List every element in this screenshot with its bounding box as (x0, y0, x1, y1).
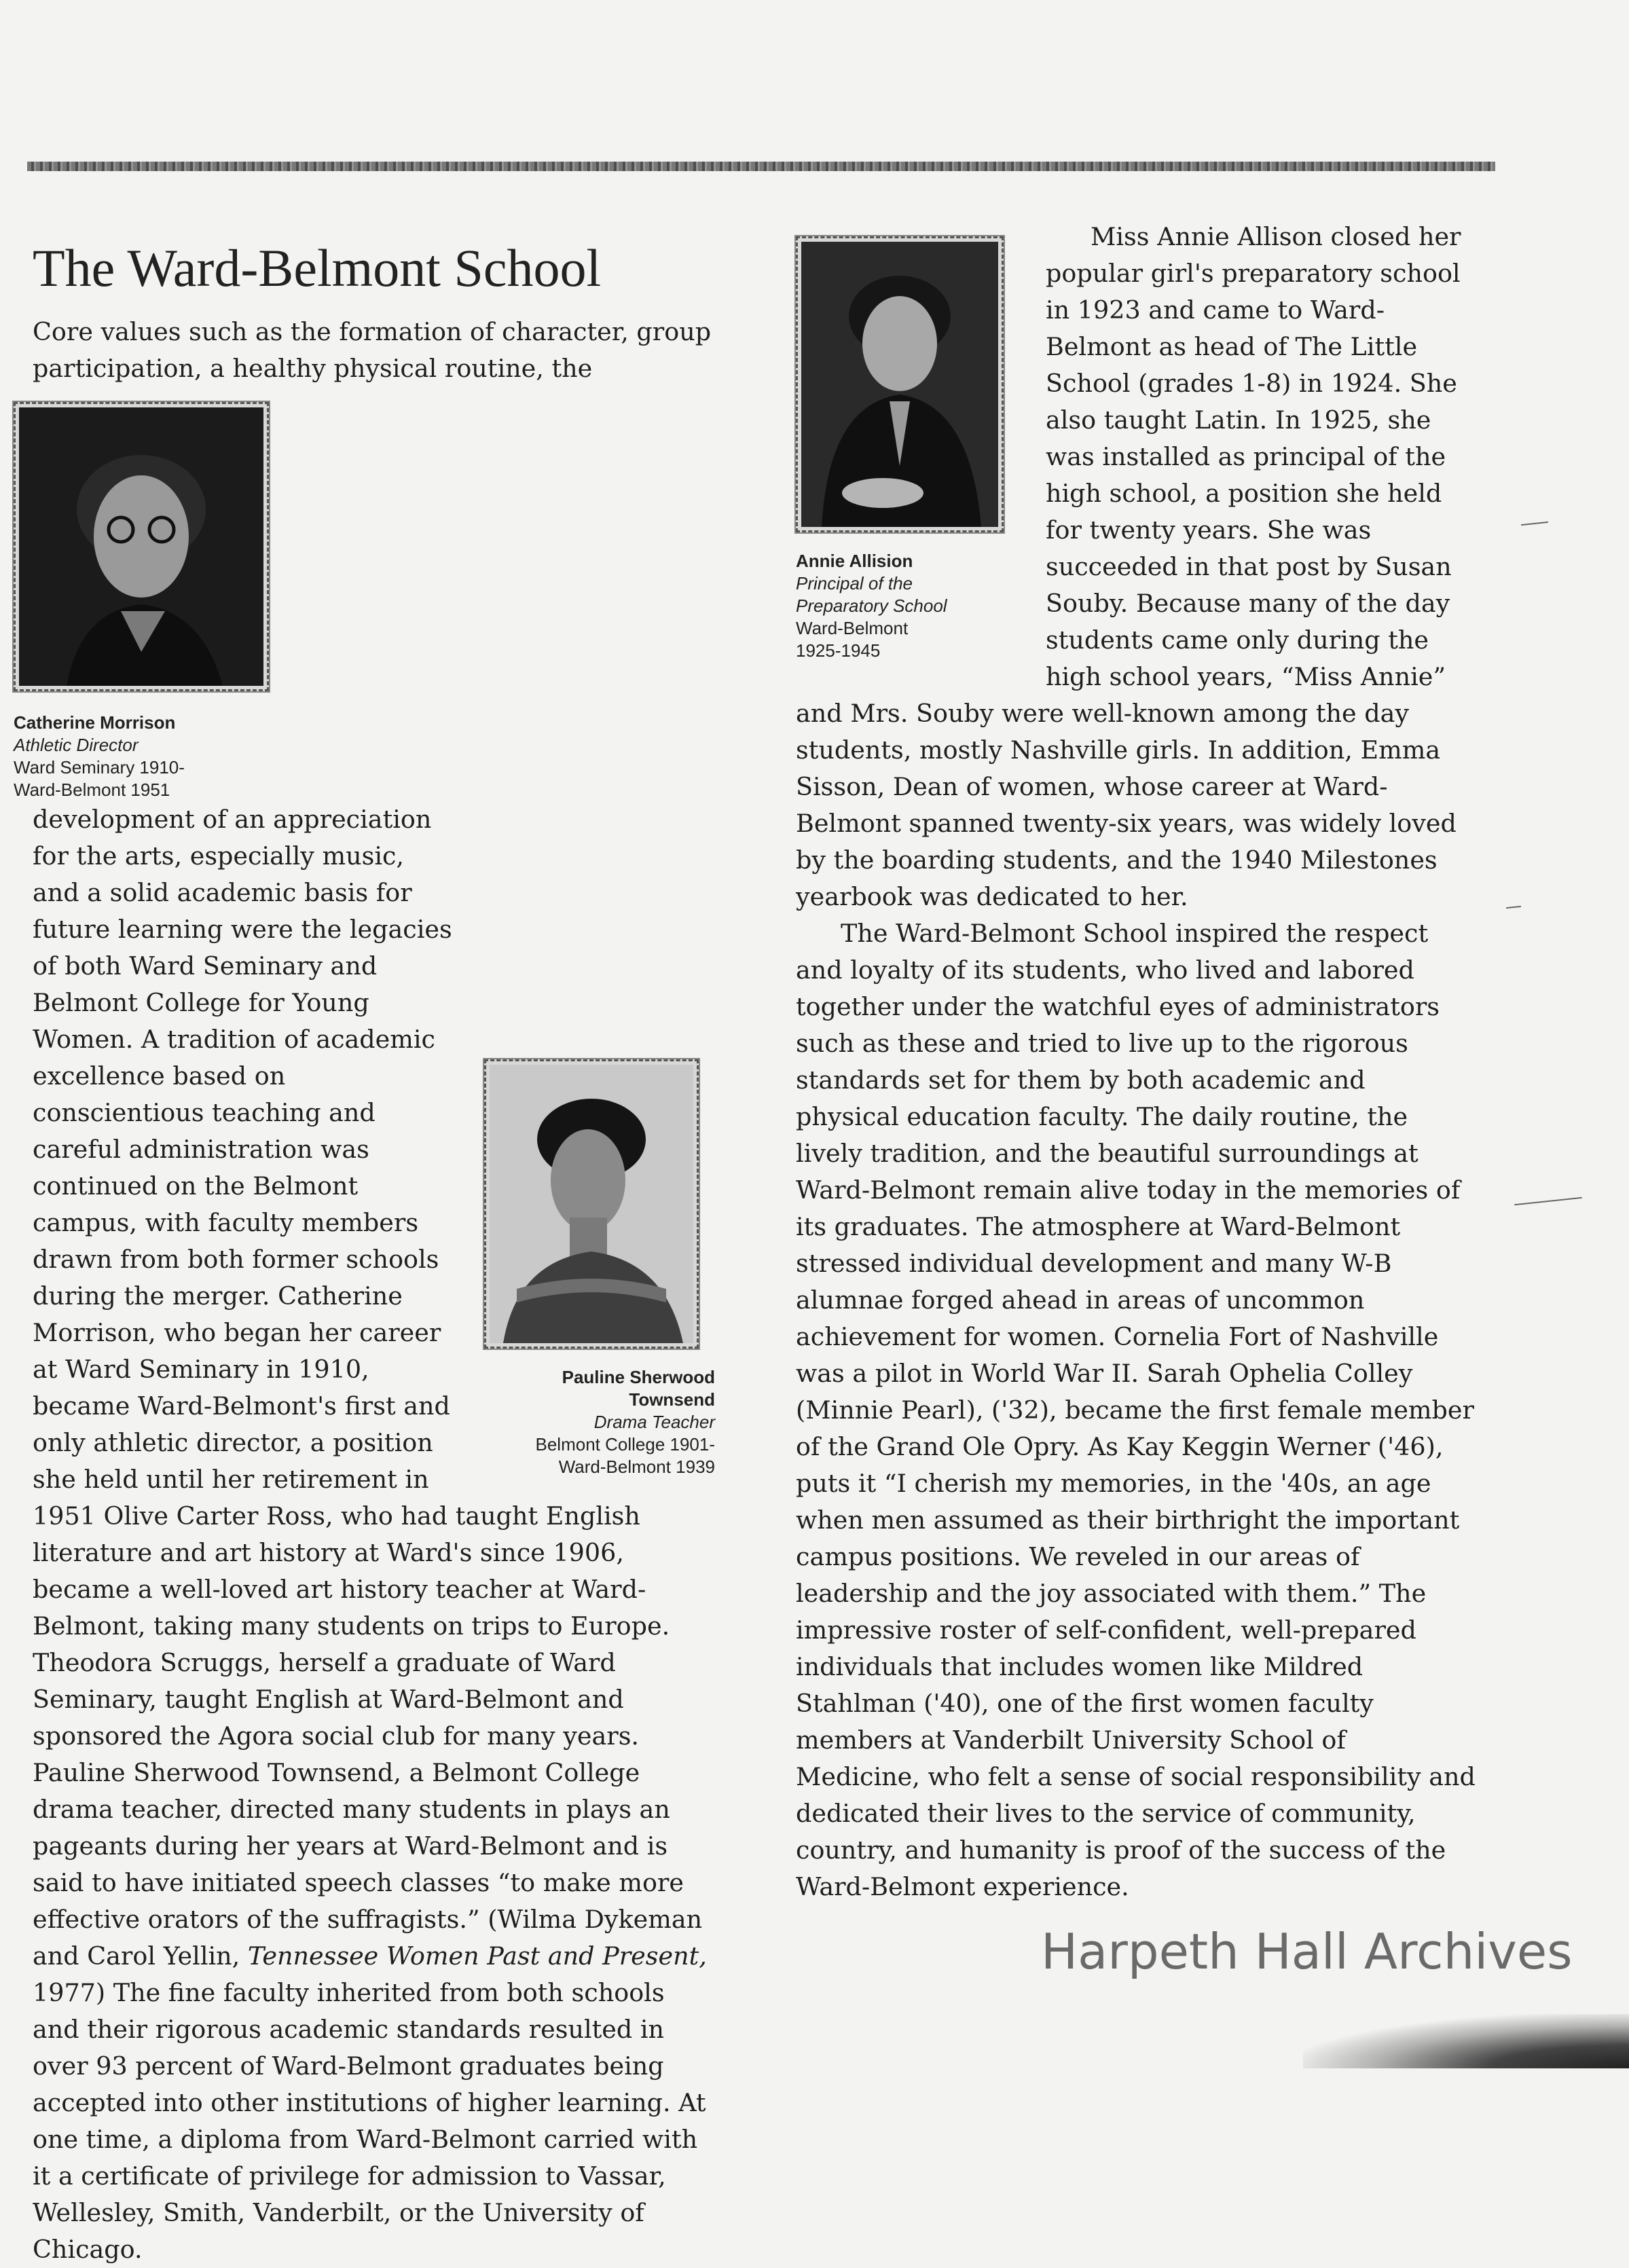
left-column (14, 314, 715, 2268)
caption-line: Ward-Belmont (796, 618, 909, 638)
portrait-woman-profile-icon (490, 1065, 693, 1343)
top-rule (27, 162, 1495, 171)
caption-line: Ward-Belmont 1939 (558, 1457, 715, 1477)
caption-line: Ward Seminary 1910- (14, 757, 185, 778)
caption-role: Drama Teacher (593, 1412, 715, 1432)
townsend-caption (467, 1366, 715, 1478)
caption-role: Athletic Director (14, 735, 139, 755)
conclusion-text: 1977) The fine faculty inherited from both schools and their rigorous academic standards resulted in over 93 percent of Ward-Belmont graduates being accepted into other institutions of higher learning. At one time, a diploma from Ward-Belmont carried with it a certificate of privilege for admission to Vassar, Wellesley, Smith, Vanderbilt, or the University of Chicago. (33, 1978, 706, 2264)
portrait-woman-glasses-icon (19, 407, 263, 686)
right-column (796, 219, 1476, 1905)
portrait-woman-seated-icon (801, 242, 998, 527)
townsend-photo-block (467, 1059, 715, 1478)
page-title: The Ward-Belmont School (33, 238, 602, 297)
archive-watermark: Harpeth Hall Archives (1041, 1923, 1573, 1980)
morrison-caption (14, 712, 275, 801)
caption-line: 1925-1945 (796, 640, 881, 661)
margin-mark (1506, 906, 1521, 909)
margin-mark (1514, 1197, 1582, 1205)
caption-name: Pauline Sherwood (562, 1367, 715, 1387)
caption-role: Preparatory School (796, 596, 947, 616)
scan-smudge (1303, 2014, 1629, 2068)
caption-line: Belmont College 1901- (535, 1434, 715, 1455)
margin-mark (1521, 522, 1548, 526)
caption-line: Ward-Belmont 1951 (14, 780, 170, 800)
caption-name: Townsend (629, 1389, 715, 1410)
caption-name: Catherine Morrison (14, 712, 176, 733)
morrison-photo-block (14, 402, 275, 801)
morrison-portrait (14, 402, 269, 691)
book-title: Tennessee Women Past and Present, (247, 1941, 707, 1971)
intro-text: Core values such as the formation of character, group participation, a healthy physical routine, the development of an appreciation for the arts, especially music, and a solid academic basis for future learning were the legacies of both Ward Seminary and Belmont College for Young Women. A tradition of academic excellence based on conscientious teaching and careful administration was continued on the Belmont campus, with faculty members drawn from both former schools during the merger. Catherine Morrison, who began her career at Ward Seminary in 1910, became Ward-Belmont's first and only athletic director, a position she held until her retirement in 1951 Olive Carter Ross, who had taught English literature and art history at Ward's since 1906, became a well-loved art history teacher at Ward-Belmont, taking many students on trips to Europe. Theodora Scruggs, herself a graduate of Ward Seminary, taught English at Ward-Belmont and sponsored the Agora social club for many years. Pauline Sherwood Townsend, a Belmont College drama teacher, directed many students in plays an pageants during her years at Ward-Belmont and is said to have initiated speech classes “to make more effective orators of the suffragists.” (Wilma Dykeman and Carol Yellin, (33, 317, 712, 1971)
townsend-portrait (484, 1059, 699, 1349)
right-paragraph-2: The Ward-Belmont School inspired the respect and loyalty of its students, who lived and labored together under the watchful eyes of administrators such as these and tried to live up to the rigorous standards set for them by both academic and physical education faculty. The daily routine, the lively tradition, and the beautiful surroundings at Ward-Belmont remain alive today in the memories of its graduates. The atmosphere at Ward-Belmont stressed individual development and many W-B alumnae forged ahead in areas of uncommon achievement for women. Cornelia Fort of Nashville was a pilot in World War II. Sarah Ophelia Colley (Minnie Pearl), ('32), became the first female member of the Grand Ole Opry. As Kay Keggin Werner ('46), puts it “I cherish my memories, in the '40s, an age when men assumed as their birthright the important campus positions. We reveled in our areas of leadership and the joy associated with them.” The impressive roster of self-confident, well-prepared individuals that includes women like Mildred Stahlman ('40), one of the first women faculty members at Vanderbilt University School of Medicine, who felt a sense of social responsibility and dedicated their lives to the service of community, country, and humanity is proof of the success of the Ward-Belmont experience. (796, 919, 1476, 1901)
caption-name: Annie Allision (796, 551, 913, 571)
allison-photo-block (796, 236, 1013, 662)
caption-role: Principal of the (796, 573, 913, 593)
allison-caption (796, 550, 1013, 662)
allison-portrait (796, 236, 1004, 532)
right-paragraph-1: Miss Annie Allison closed her popular girl's preparatory school in 1923 and came to Ward-Belmont as head of The Little School (grades 1-8) in 1924. She also taught Latin. In 1925, she was installed as principal of the high school, a position she held for twenty years. She was succeeded in that post by Susan Souby. Because many of the day students came only during the high school years, “Miss Annie” and Mrs. Souby were well-known among the day students, mostly Nashville girls. In addition, Emma Sisson, Dean of women, whose career at Ward-Belmont spanned twenty-six years, was widely loved by the boarding students, and the 1940 Milestones yearbook was dedicated to her. (796, 222, 1461, 911)
